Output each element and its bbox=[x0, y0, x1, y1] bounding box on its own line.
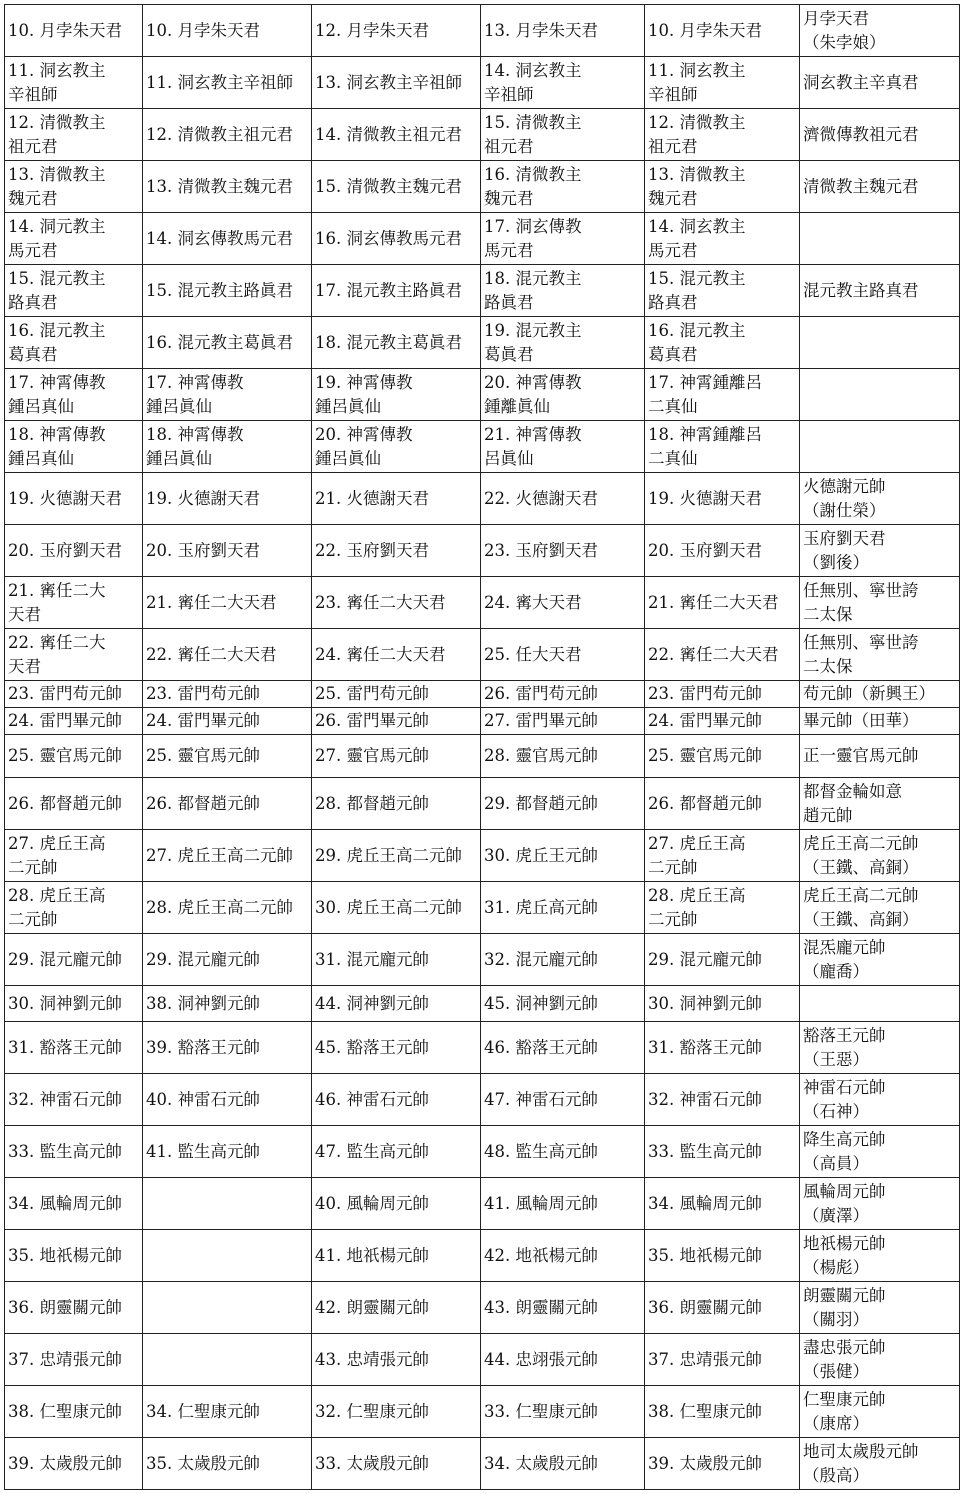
table-cell-col-4: 15. 清微教主 祖元君 bbox=[481, 109, 645, 161]
table-row bbox=[5, 161, 960, 213]
table-row bbox=[5, 213, 960, 265]
table-row bbox=[5, 830, 960, 882]
table-cell-col-5: 20. 玉府劉天君 bbox=[645, 525, 800, 577]
table-cell-col-3: 44. 洞神劉元帥 bbox=[312, 986, 481, 1022]
table-cell-col-1: 31. 豁落王元帥 bbox=[5, 1022, 143, 1074]
table-cell-col-5: 17. 神霄鍾離呂 二真仙 bbox=[645, 369, 800, 421]
table-cell-col-4: 28. 靈官馬元帥 bbox=[481, 735, 645, 778]
table-cell-col-3: 33. 太歲殷元帥 bbox=[312, 1438, 481, 1490]
table-cell-col-6: 風輪周元帥 （廣澤） bbox=[800, 1178, 960, 1230]
table-cell-col-2: 15. 混元教主路眞君 bbox=[143, 265, 312, 317]
table-cell-col-6: 降生高元帥 （高員） bbox=[800, 1126, 960, 1178]
table-cell-col-4: 31. 虎丘高元帥 bbox=[481, 882, 645, 934]
table-cell-col-3: 40. 風輪周元帥 bbox=[312, 1178, 481, 1230]
table-cell-col-3: 43. 忠靖張元帥 bbox=[312, 1334, 481, 1386]
table-cell-col-3: 13. 洞玄教主辛祖師 bbox=[312, 57, 481, 109]
table-cell-col-2: 17. 神霄傳教 鍾呂眞仙 bbox=[143, 369, 312, 421]
table-cell-col-4: 22. 火德謝天君 bbox=[481, 473, 645, 525]
table-cell-col-1: 21. 寗任二大 天君 bbox=[5, 577, 143, 629]
table-cell-col-5: 37. 忠靖張元帥 bbox=[645, 1334, 800, 1386]
table-cell-col-2: 41. 監生高元帥 bbox=[143, 1126, 312, 1178]
table-cell-col-3: 45. 豁落王元帥 bbox=[312, 1022, 481, 1074]
table-cell-col-2: 23. 雷門苟元帥 bbox=[143, 681, 312, 708]
table-body bbox=[5, 5, 960, 1490]
table-cell-col-2 bbox=[143, 1178, 312, 1230]
table-cell-col-6 bbox=[800, 369, 960, 421]
table-row bbox=[5, 882, 960, 934]
table-cell-col-4: 20. 神霄傳教 鍾離眞仙 bbox=[481, 369, 645, 421]
table-row bbox=[5, 1178, 960, 1230]
table-cell-col-5: 21. 寗任二大天君 bbox=[645, 577, 800, 629]
table-cell-col-6: 任無別、寧世誇 二太保 bbox=[800, 577, 960, 629]
table-cell-col-5: 13. 清微教主 魏元君 bbox=[645, 161, 800, 213]
comparison-table bbox=[4, 4, 960, 1490]
table-cell-col-2: 10. 月孛朱天君 bbox=[143, 5, 312, 57]
table-cell-col-1: 19. 火德謝天君 bbox=[5, 473, 143, 525]
table-cell-col-6: 洞玄教主辛真君 bbox=[800, 57, 960, 109]
table-cell-col-6: 濟微傳教祖元君 bbox=[800, 109, 960, 161]
table-row bbox=[5, 1126, 960, 1178]
table-cell-col-5: 26. 都督趙元帥 bbox=[645, 778, 800, 830]
table-row bbox=[5, 1074, 960, 1126]
table-cell-col-4: 24. 寗大天君 bbox=[481, 577, 645, 629]
table-cell-col-1: 38. 仁聖康元帥 bbox=[5, 1386, 143, 1438]
table-cell-col-6: 虎丘王高二元帥 （王鐵、高銅） bbox=[800, 830, 960, 882]
table-cell-col-2 bbox=[143, 1230, 312, 1282]
table-cell-col-4: 43. 朗靈關元帥 bbox=[481, 1282, 645, 1334]
table-cell-col-5: 27. 虎丘王高 二元帥 bbox=[645, 830, 800, 882]
table-cell-col-5: 25. 靈官馬元帥 bbox=[645, 735, 800, 778]
table-cell-col-3: 25. 雷門苟元帥 bbox=[312, 681, 481, 708]
table-cell-col-2: 16. 混元教主葛眞君 bbox=[143, 317, 312, 369]
table-cell-col-5: 35. 地祇楊元帥 bbox=[645, 1230, 800, 1282]
table-cell-col-3: 14. 清微教主祖元君 bbox=[312, 109, 481, 161]
table-row bbox=[5, 57, 960, 109]
table-cell-col-1: 11. 洞玄教主 辛祖師 bbox=[5, 57, 143, 109]
table-cell-col-5: 18. 神霄鍾離呂 二真仙 bbox=[645, 421, 800, 473]
table-cell-col-1: 26. 都督趙元帥 bbox=[5, 778, 143, 830]
table-cell-col-1: 24. 雷門畢元帥 bbox=[5, 708, 143, 735]
table-cell-col-2: 19. 火德謝天君 bbox=[143, 473, 312, 525]
table-cell-col-5: 39. 太歲殷元帥 bbox=[645, 1438, 800, 1490]
table-cell-col-3: 17. 混元教主路眞君 bbox=[312, 265, 481, 317]
table-cell-col-3: 21. 火德謝天君 bbox=[312, 473, 481, 525]
table-cell-col-6: 豁落王元帥 （王惡） bbox=[800, 1022, 960, 1074]
table-cell-col-5: 38. 仁聖康元帥 bbox=[645, 1386, 800, 1438]
table-cell-col-2: 28. 虎丘王高二元帥 bbox=[143, 882, 312, 934]
table-cell-col-4: 47. 神雷石元帥 bbox=[481, 1074, 645, 1126]
table-cell-col-2: 27. 虎丘王高二元帥 bbox=[143, 830, 312, 882]
table-row bbox=[5, 525, 960, 577]
table-cell-col-5: 12. 清微教主 祖元君 bbox=[645, 109, 800, 161]
table-cell-col-6: 正一靈官馬元帥 bbox=[800, 735, 960, 778]
table-cell-col-5: 10. 月孛朱天君 bbox=[645, 5, 800, 57]
table-cell-col-6: 虎丘王高二元帥 （王鐵、高銅） bbox=[800, 882, 960, 934]
table-cell-col-2: 29. 混元龐元帥 bbox=[143, 934, 312, 986]
table-row bbox=[5, 986, 960, 1022]
table-cell-col-5: 19. 火德謝天君 bbox=[645, 473, 800, 525]
table-cell-col-4: 17. 洞玄傳教 馬元君 bbox=[481, 213, 645, 265]
table-cell-col-2: 35. 太歲殷元帥 bbox=[143, 1438, 312, 1490]
table-cell-col-2: 21. 寗任二大天君 bbox=[143, 577, 312, 629]
table-cell-col-1: 37. 忠靖張元帥 bbox=[5, 1334, 143, 1386]
table-cell-col-3: 41. 地祇楊元帥 bbox=[312, 1230, 481, 1282]
table-cell-col-6: 玉府劉天君 （劉後） bbox=[800, 525, 960, 577]
table-cell-col-2 bbox=[143, 1282, 312, 1334]
table-cell-col-6: 苟元帥（新興王） bbox=[800, 681, 960, 708]
table-cell-col-6: 都督金輪如意 趙元帥 bbox=[800, 778, 960, 830]
table-cell-col-2 bbox=[143, 1334, 312, 1386]
table-cell-col-4: 25. 任大天君 bbox=[481, 629, 645, 681]
table-cell-col-3: 46. 神雷石元帥 bbox=[312, 1074, 481, 1126]
table-cell-col-4: 26. 雷門苟元帥 bbox=[481, 681, 645, 708]
table-cell-col-2: 18. 神霄傳教 鍾呂眞仙 bbox=[143, 421, 312, 473]
table-cell-col-3: 31. 混元龐元帥 bbox=[312, 934, 481, 986]
table-cell-col-5: 33. 監生高元帥 bbox=[645, 1126, 800, 1178]
table-cell-col-3: 30. 虎丘王高二元帥 bbox=[312, 882, 481, 934]
table-cell-col-3: 12. 月孛朱天君 bbox=[312, 5, 481, 57]
table-cell-col-1: 10. 月孛朱天君 bbox=[5, 5, 143, 57]
table-cell-col-4: 48. 監生高元帥 bbox=[481, 1126, 645, 1178]
table-cell-col-3: 23. 寗任二大天君 bbox=[312, 577, 481, 629]
table-row bbox=[5, 1282, 960, 1334]
table-row bbox=[5, 265, 960, 317]
table-row bbox=[5, 778, 960, 830]
table-row bbox=[5, 934, 960, 986]
table-cell-col-2: 11. 洞玄教主辛祖師 bbox=[143, 57, 312, 109]
table-cell-col-3: 32. 仁聖康元帥 bbox=[312, 1386, 481, 1438]
table-cell-col-3: 22. 玉府劉天君 bbox=[312, 525, 481, 577]
table-cell-col-3: 42. 朗靈關元帥 bbox=[312, 1282, 481, 1334]
table-row bbox=[5, 1438, 960, 1490]
table-cell-col-6 bbox=[800, 317, 960, 369]
table-cell-col-1: 23. 雷門苟元帥 bbox=[5, 681, 143, 708]
table-cell-col-1: 13. 清微教主 魏元君 bbox=[5, 161, 143, 213]
table-row bbox=[5, 629, 960, 681]
table-row bbox=[5, 473, 960, 525]
table-row bbox=[5, 317, 960, 369]
table-cell-col-2: 38. 洞神劉元帥 bbox=[143, 986, 312, 1022]
table-cell-col-2: 14. 洞玄傳教馬元君 bbox=[143, 213, 312, 265]
table-cell-col-4: 32. 混元龐元帥 bbox=[481, 934, 645, 986]
table-cell-col-2: 40. 神雷石元帥 bbox=[143, 1074, 312, 1126]
table-cell-col-1: 29. 混元龐元帥 bbox=[5, 934, 143, 986]
table-row bbox=[5, 1022, 960, 1074]
table-cell-col-6: 地祇楊元帥 （楊彪） bbox=[800, 1230, 960, 1282]
table-cell-col-6: 火德謝元帥 （謝仕榮） bbox=[800, 473, 960, 525]
table-cell-col-1: 36. 朗靈關元帥 bbox=[5, 1282, 143, 1334]
table-cell-col-3: 16. 洞玄傳教馬元君 bbox=[312, 213, 481, 265]
table-cell-col-1: 28. 虎丘王高 二元帥 bbox=[5, 882, 143, 934]
table-cell-col-1: 30. 洞神劉元帥 bbox=[5, 986, 143, 1022]
table-cell-col-4: 18. 混元教主 路眞君 bbox=[481, 265, 645, 317]
table-cell-col-4: 44. 忠翊張元帥 bbox=[481, 1334, 645, 1386]
table-cell-col-4: 34. 太歲殷元帥 bbox=[481, 1438, 645, 1490]
table-cell-col-6: 混元教主路真君 bbox=[800, 265, 960, 317]
table-cell-col-6: 地司太歲殷元帥 （殷高） bbox=[800, 1438, 960, 1490]
table-cell-col-2: 24. 雷門畢元帥 bbox=[143, 708, 312, 735]
table-cell-col-5: 16. 混元教主 葛真君 bbox=[645, 317, 800, 369]
table-cell-col-6: 盡忠張元帥 （張健） bbox=[800, 1334, 960, 1386]
table-cell-col-1: 27. 虎丘王高 二元帥 bbox=[5, 830, 143, 882]
table-cell-col-3: 18. 混元教主葛眞君 bbox=[312, 317, 481, 369]
table-cell-col-4: 23. 玉府劉天君 bbox=[481, 525, 645, 577]
table-row bbox=[5, 577, 960, 629]
table-row bbox=[5, 1230, 960, 1282]
table-cell-col-1: 15. 混元教主 路真君 bbox=[5, 265, 143, 317]
table-cell-col-5: 29. 混元龐元帥 bbox=[645, 934, 800, 986]
table-cell-col-4: 45. 洞神劉元帥 bbox=[481, 986, 645, 1022]
table-cell-col-4: 13. 月孛朱天君 bbox=[481, 5, 645, 57]
table-cell-col-1: 12. 清微教主 祖元君 bbox=[5, 109, 143, 161]
table-cell-col-1: 35. 地祇楊元帥 bbox=[5, 1230, 143, 1282]
table-cell-col-4: 42. 地祇楊元帥 bbox=[481, 1230, 645, 1282]
table-row bbox=[5, 5, 960, 57]
table-cell-col-6: 仁聖康元帥 （康席） bbox=[800, 1386, 960, 1438]
table-cell-col-1: 20. 玉府劉天君 bbox=[5, 525, 143, 577]
table-cell-col-6: 月孛天君 （朱孛娘） bbox=[800, 5, 960, 57]
table-cell-col-4: 41. 風輪周元帥 bbox=[481, 1178, 645, 1230]
table-cell-col-6: 任無別、寧世誇 二太保 bbox=[800, 629, 960, 681]
table-cell-col-3: 27. 靈官馬元帥 bbox=[312, 735, 481, 778]
table-cell-col-4: 46. 豁落王元帥 bbox=[481, 1022, 645, 1074]
table-row bbox=[5, 421, 960, 473]
table-cell-col-2: 12. 清微教主祖元君 bbox=[143, 109, 312, 161]
table-cell-col-5: 36. 朗靈關元帥 bbox=[645, 1282, 800, 1334]
table-cell-col-5: 34. 風輪周元帥 bbox=[645, 1178, 800, 1230]
table-cell-col-1: 32. 神雷石元帥 bbox=[5, 1074, 143, 1126]
table-cell-col-2: 25. 靈官馬元帥 bbox=[143, 735, 312, 778]
table-cell-col-6 bbox=[800, 986, 960, 1022]
table-cell-col-6: 神雷石元帥 （石神） bbox=[800, 1074, 960, 1126]
table-cell-col-6 bbox=[800, 421, 960, 473]
table-cell-col-5: 14. 洞玄教主 馬元君 bbox=[645, 213, 800, 265]
table-cell-col-3: 15. 清微教主魏元君 bbox=[312, 161, 481, 213]
table-cell-col-1: 22. 寗任二大 天君 bbox=[5, 629, 143, 681]
table-cell-col-6 bbox=[800, 213, 960, 265]
table-cell-col-1: 14. 洞元教主 馬元君 bbox=[5, 213, 143, 265]
table-cell-col-6: 清微教主魏元君 bbox=[800, 161, 960, 213]
table-cell-col-1: 33. 監生高元帥 bbox=[5, 1126, 143, 1178]
table-row bbox=[5, 369, 960, 421]
table-cell-col-2: 34. 仁聖康元帥 bbox=[143, 1386, 312, 1438]
table-cell-col-6: 畢元帥（田華） bbox=[800, 708, 960, 735]
table-cell-col-1: 17. 神霄傳教 鍾呂真仙 bbox=[5, 369, 143, 421]
table-cell-col-5: 30. 洞神劉元帥 bbox=[645, 986, 800, 1022]
table-cell-col-5: 22. 寗任二大天君 bbox=[645, 629, 800, 681]
table-row bbox=[5, 1334, 960, 1386]
table-cell-col-3: 19. 神霄傳教 鍾呂眞仙 bbox=[312, 369, 481, 421]
table-cell-col-1: 16. 混元教主 葛真君 bbox=[5, 317, 143, 369]
table-cell-col-2: 20. 玉府劉天君 bbox=[143, 525, 312, 577]
table-cell-col-3: 47. 監生高元帥 bbox=[312, 1126, 481, 1178]
table-cell-col-1: 39. 太歲殷元帥 bbox=[5, 1438, 143, 1490]
table-cell-col-1: 18. 神霄傳教 鍾呂真仙 bbox=[5, 421, 143, 473]
table-cell-col-3: 29. 虎丘王高二元帥 bbox=[312, 830, 481, 882]
table-cell-col-5: 15. 混元教主 路真君 bbox=[645, 265, 800, 317]
table-cell-col-2: 13. 清微教主魏元君 bbox=[143, 161, 312, 213]
table-cell-col-4: 27. 雷門畢元帥 bbox=[481, 708, 645, 735]
table-cell-col-5: 23. 雷門苟元帥 bbox=[645, 681, 800, 708]
table-cell-col-3: 24. 寗任二大天君 bbox=[312, 629, 481, 681]
table-cell-col-4: 29. 都督趙元帥 bbox=[481, 778, 645, 830]
table-row bbox=[5, 708, 960, 735]
table-row bbox=[5, 681, 960, 708]
table-cell-col-2: 26. 都督趙元帥 bbox=[143, 778, 312, 830]
table-row bbox=[5, 109, 960, 161]
table-cell-col-3: 26. 雷門畢元帥 bbox=[312, 708, 481, 735]
table-cell-col-4: 21. 神霄傳教 呂眞仙 bbox=[481, 421, 645, 473]
table-cell-col-5: 11. 洞玄教主 辛祖師 bbox=[645, 57, 800, 109]
table-cell-col-3: 28. 都督趙元帥 bbox=[312, 778, 481, 830]
table-cell-col-2: 39. 豁落王元帥 bbox=[143, 1022, 312, 1074]
table-cell-col-6: 混炁龐元帥 （龐喬） bbox=[800, 934, 960, 986]
table-cell-col-4: 14. 洞玄教主 辛祖師 bbox=[481, 57, 645, 109]
table-cell-col-6: 朗靈關元帥 （關羽） bbox=[800, 1282, 960, 1334]
table-cell-col-1: 25. 靈官馬元帥 bbox=[5, 735, 143, 778]
table-cell-col-4: 19. 混元教主 葛眞君 bbox=[481, 317, 645, 369]
table-cell-col-4: 33. 仁聖康元帥 bbox=[481, 1386, 645, 1438]
table-cell-col-5: 24. 雷門畢元帥 bbox=[645, 708, 800, 735]
table-cell-col-4: 16. 清微教主 魏元君 bbox=[481, 161, 645, 213]
table-cell-col-5: 31. 豁落王元帥 bbox=[645, 1022, 800, 1074]
table-cell-col-2: 22. 寗任二大天君 bbox=[143, 629, 312, 681]
table-cell-col-5: 32. 神雷石元帥 bbox=[645, 1074, 800, 1126]
table-row bbox=[5, 735, 960, 778]
table-row bbox=[5, 1386, 960, 1438]
table-cell-col-5: 28. 虎丘王高 二元帥 bbox=[645, 882, 800, 934]
table-cell-col-3: 20. 神霄傳教 鍾呂眞仙 bbox=[312, 421, 481, 473]
table-cell-col-1: 34. 風輪周元帥 bbox=[5, 1178, 143, 1230]
table-cell-col-4: 30. 虎丘王元帥 bbox=[481, 830, 645, 882]
